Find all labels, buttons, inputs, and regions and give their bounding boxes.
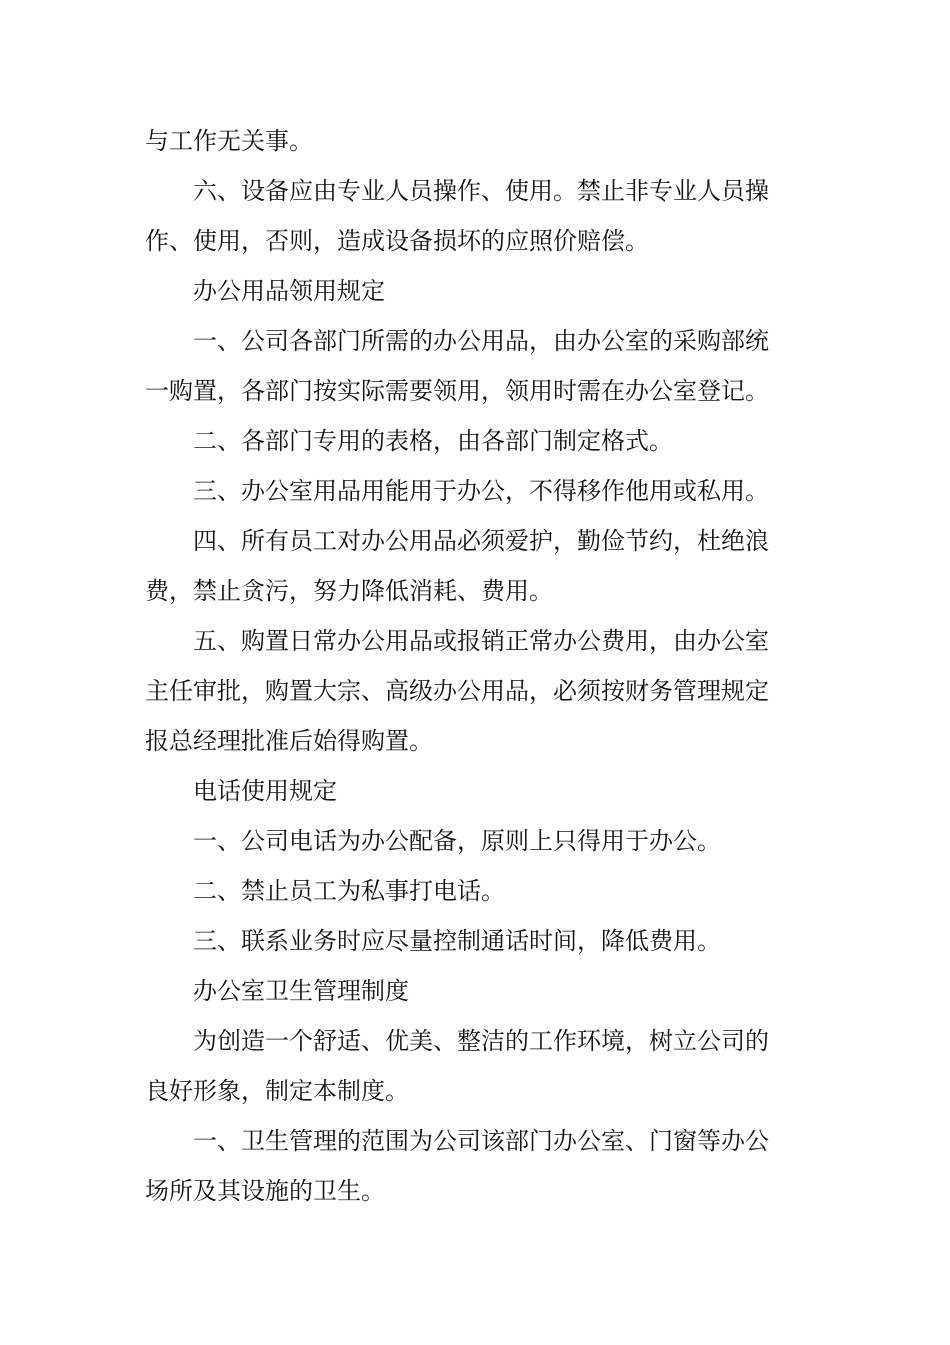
supplies-rule-one-line-2: 一购置，各部门按实际需要领用，领用时需在办公室登记。	[145, 377, 769, 405]
hygiene-rule-one-line-1: 一、卫生管理的范围为公司该部门办公室、门窗等办公	[193, 1127, 769, 1155]
telephone-rule-two: 二、禁止员工为私事打电话。	[193, 877, 505, 905]
hygiene-rule-one-line-2: 场所及其设施的卫生。	[145, 1177, 385, 1205]
supplies-rule-five-line-3: 报总经理批准后始得购置。	[145, 727, 433, 755]
paragraph-continuation: 与工作无关事。	[145, 127, 313, 155]
hygiene-intro-line-1: 为创造一个舒适、优美、整洁的工作环境，树立公司的	[193, 1027, 769, 1055]
telephone-rule-three: 三、联系业务时应尽量控制通话时间，降低费用。	[193, 927, 721, 955]
telephone-rule-one: 一、公司电话为办公配备，原则上只得用于办公。	[193, 827, 721, 855]
supplies-rule-four-line-2: 费，禁止贪污，努力降低消耗、费用。	[145, 577, 553, 605]
supplies-rule-five-line-1: 五、购置日常办公用品或报销正常办公费用，由办公室	[193, 627, 769, 655]
supplies-rule-five-line-2: 主任审批，购置大宗、高级办公用品，必须按财务管理规定	[145, 677, 769, 705]
supplies-rule-two: 二、各部门专用的表格，由各部门制定格式。	[193, 427, 673, 455]
equipment-rule-six-line-1: 六、设备应由专业人员操作、使用。禁止非专业人员操	[193, 177, 769, 205]
hygiene-intro-line-2: 良好形象，制定本制度。	[145, 1077, 409, 1105]
supplies-rule-one-line-1: 一、公司各部门所需的办公用品，由办公室的采购部统	[193, 327, 769, 355]
section-heading-telephone: 电话使用规定	[193, 777, 337, 805]
equipment-rule-six-line-2: 作、使用，否则，造成设备损坏的应照价赔偿。	[145, 227, 649, 255]
section-heading-hygiene: 办公室卫生管理制度	[193, 977, 409, 1005]
supplies-rule-four-line-1: 四、所有员工对办公用品必须爱护，勤俭节约，杜绝浪	[193, 527, 769, 555]
section-heading-office-supplies: 办公用品领用规定	[193, 277, 385, 305]
supplies-rule-three: 三、办公室用品用能用于办公，不得移作他用或私用。	[193, 477, 769, 505]
document-body	[145, 116, 769, 1216]
